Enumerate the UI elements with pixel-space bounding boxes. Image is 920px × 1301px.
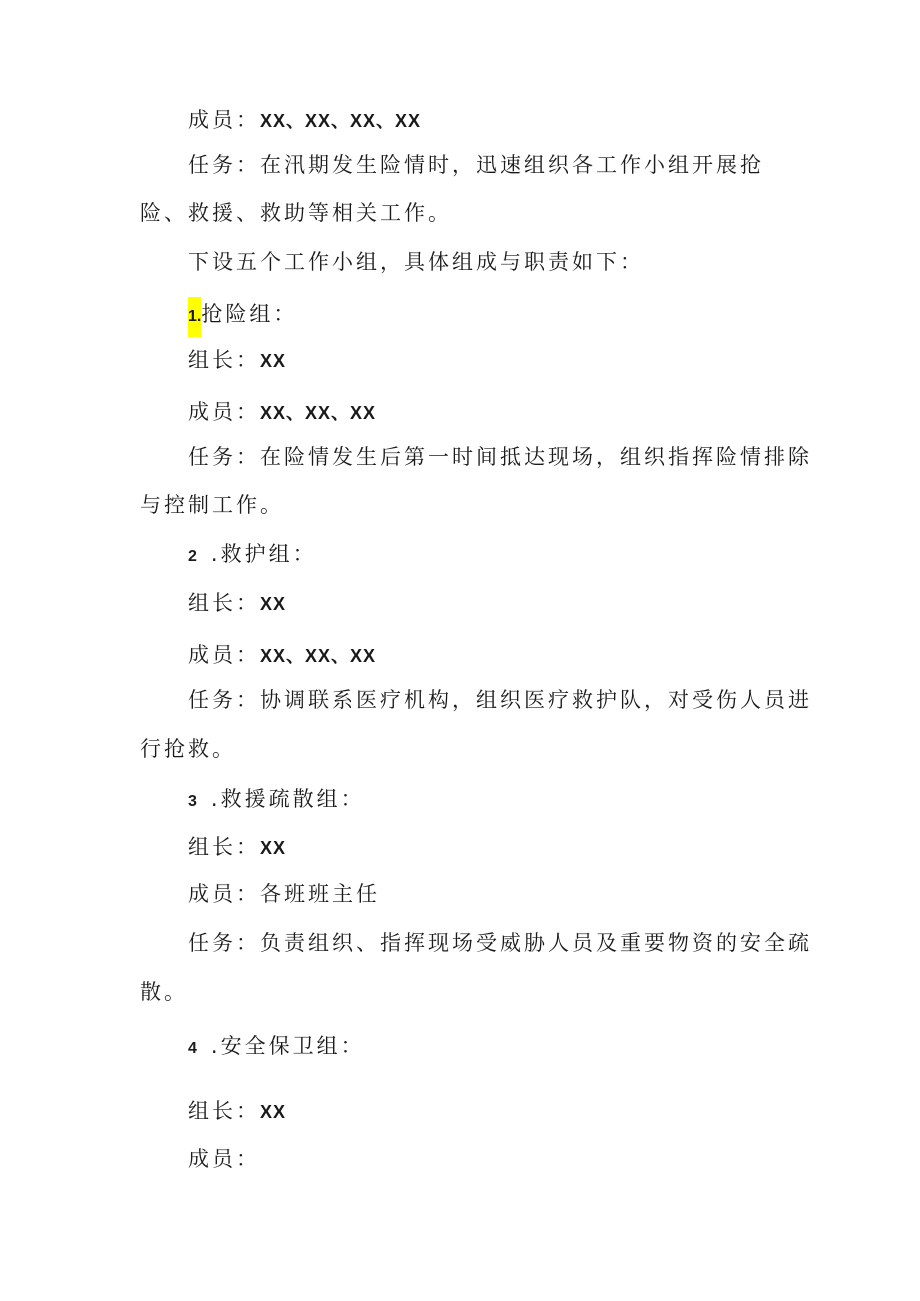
group-4-members: 成员：	[188, 1147, 260, 1171]
group-4-number: 4	[188, 1040, 197, 1057]
task-paragraph-line-2: 险、救援、救助等相关工作。	[140, 201, 452, 225]
group-3-task-line-1: 任务：负责组织、指挥现场受威胁人员及重要物资的安全疏	[188, 931, 812, 955]
group-1-task-line-1: 任务：在险情发生后第一时间抵达现场，组织指挥险情排除	[188, 445, 812, 469]
leader-value: XX	[260, 351, 287, 371]
members-label: 成员：	[188, 643, 260, 667]
group-4-heading	[188, 1032, 365, 1063]
group-2-task-line-2: 行抢救。	[140, 737, 236, 761]
group-2-task-line-1: 任务：协调联系医疗机构，组织医疗救护队，对受伤人员进	[188, 688, 812, 712]
members-label: 成员：	[188, 400, 260, 424]
group-2-title: .救护组：	[210, 542, 317, 566]
members-label: 成员：	[188, 108, 260, 132]
group-4-title: .安全保卫组：	[210, 1034, 365, 1058]
group-1-title: 抢险组：	[201, 302, 298, 326]
group-3-title: .救援疏散组：	[210, 787, 365, 811]
group-4-leader	[188, 1097, 286, 1126]
group-3-members: 成员：各班班主任	[188, 882, 380, 906]
group-2-members	[188, 641, 376, 670]
group-2-number: 2	[188, 548, 197, 565]
group-1-task-line-2: 与控制工作。	[140, 493, 284, 517]
members-value: XX、XX、XX	[260, 403, 377, 423]
group-1-leader	[188, 346, 286, 375]
leader-label: 组长：	[188, 348, 260, 372]
group-3-heading	[188, 785, 365, 816]
leader-value: XX	[260, 1102, 287, 1122]
leader-value: XX	[260, 594, 287, 614]
group-2-heading	[188, 540, 317, 571]
members-line	[188, 106, 421, 135]
group-3-leader	[188, 833, 286, 862]
leader-value: XX	[260, 838, 287, 858]
members-value: XX、XX、XX、XX	[260, 111, 422, 131]
group-1-heading	[188, 297, 297, 337]
task-paragraph-line-1: 任务：在汛期发生险情时，迅速组织各工作小组开展抢	[188, 153, 764, 177]
group-3-number: 3	[188, 793, 197, 810]
group-3-task-line-2: 散。	[140, 980, 188, 1004]
leader-label: 组长：	[188, 1099, 260, 1123]
members-value: XX、XX、XX	[260, 646, 377, 666]
group-1-members	[188, 398, 376, 427]
leader-label: 组长：	[188, 835, 260, 859]
leader-label: 组长：	[188, 591, 260, 615]
highlighted-number: 1.	[188, 297, 201, 337]
groups-intro: 下设五个工作小组，具体组成与职责如下：	[188, 250, 644, 274]
group-2-leader	[188, 589, 286, 618]
